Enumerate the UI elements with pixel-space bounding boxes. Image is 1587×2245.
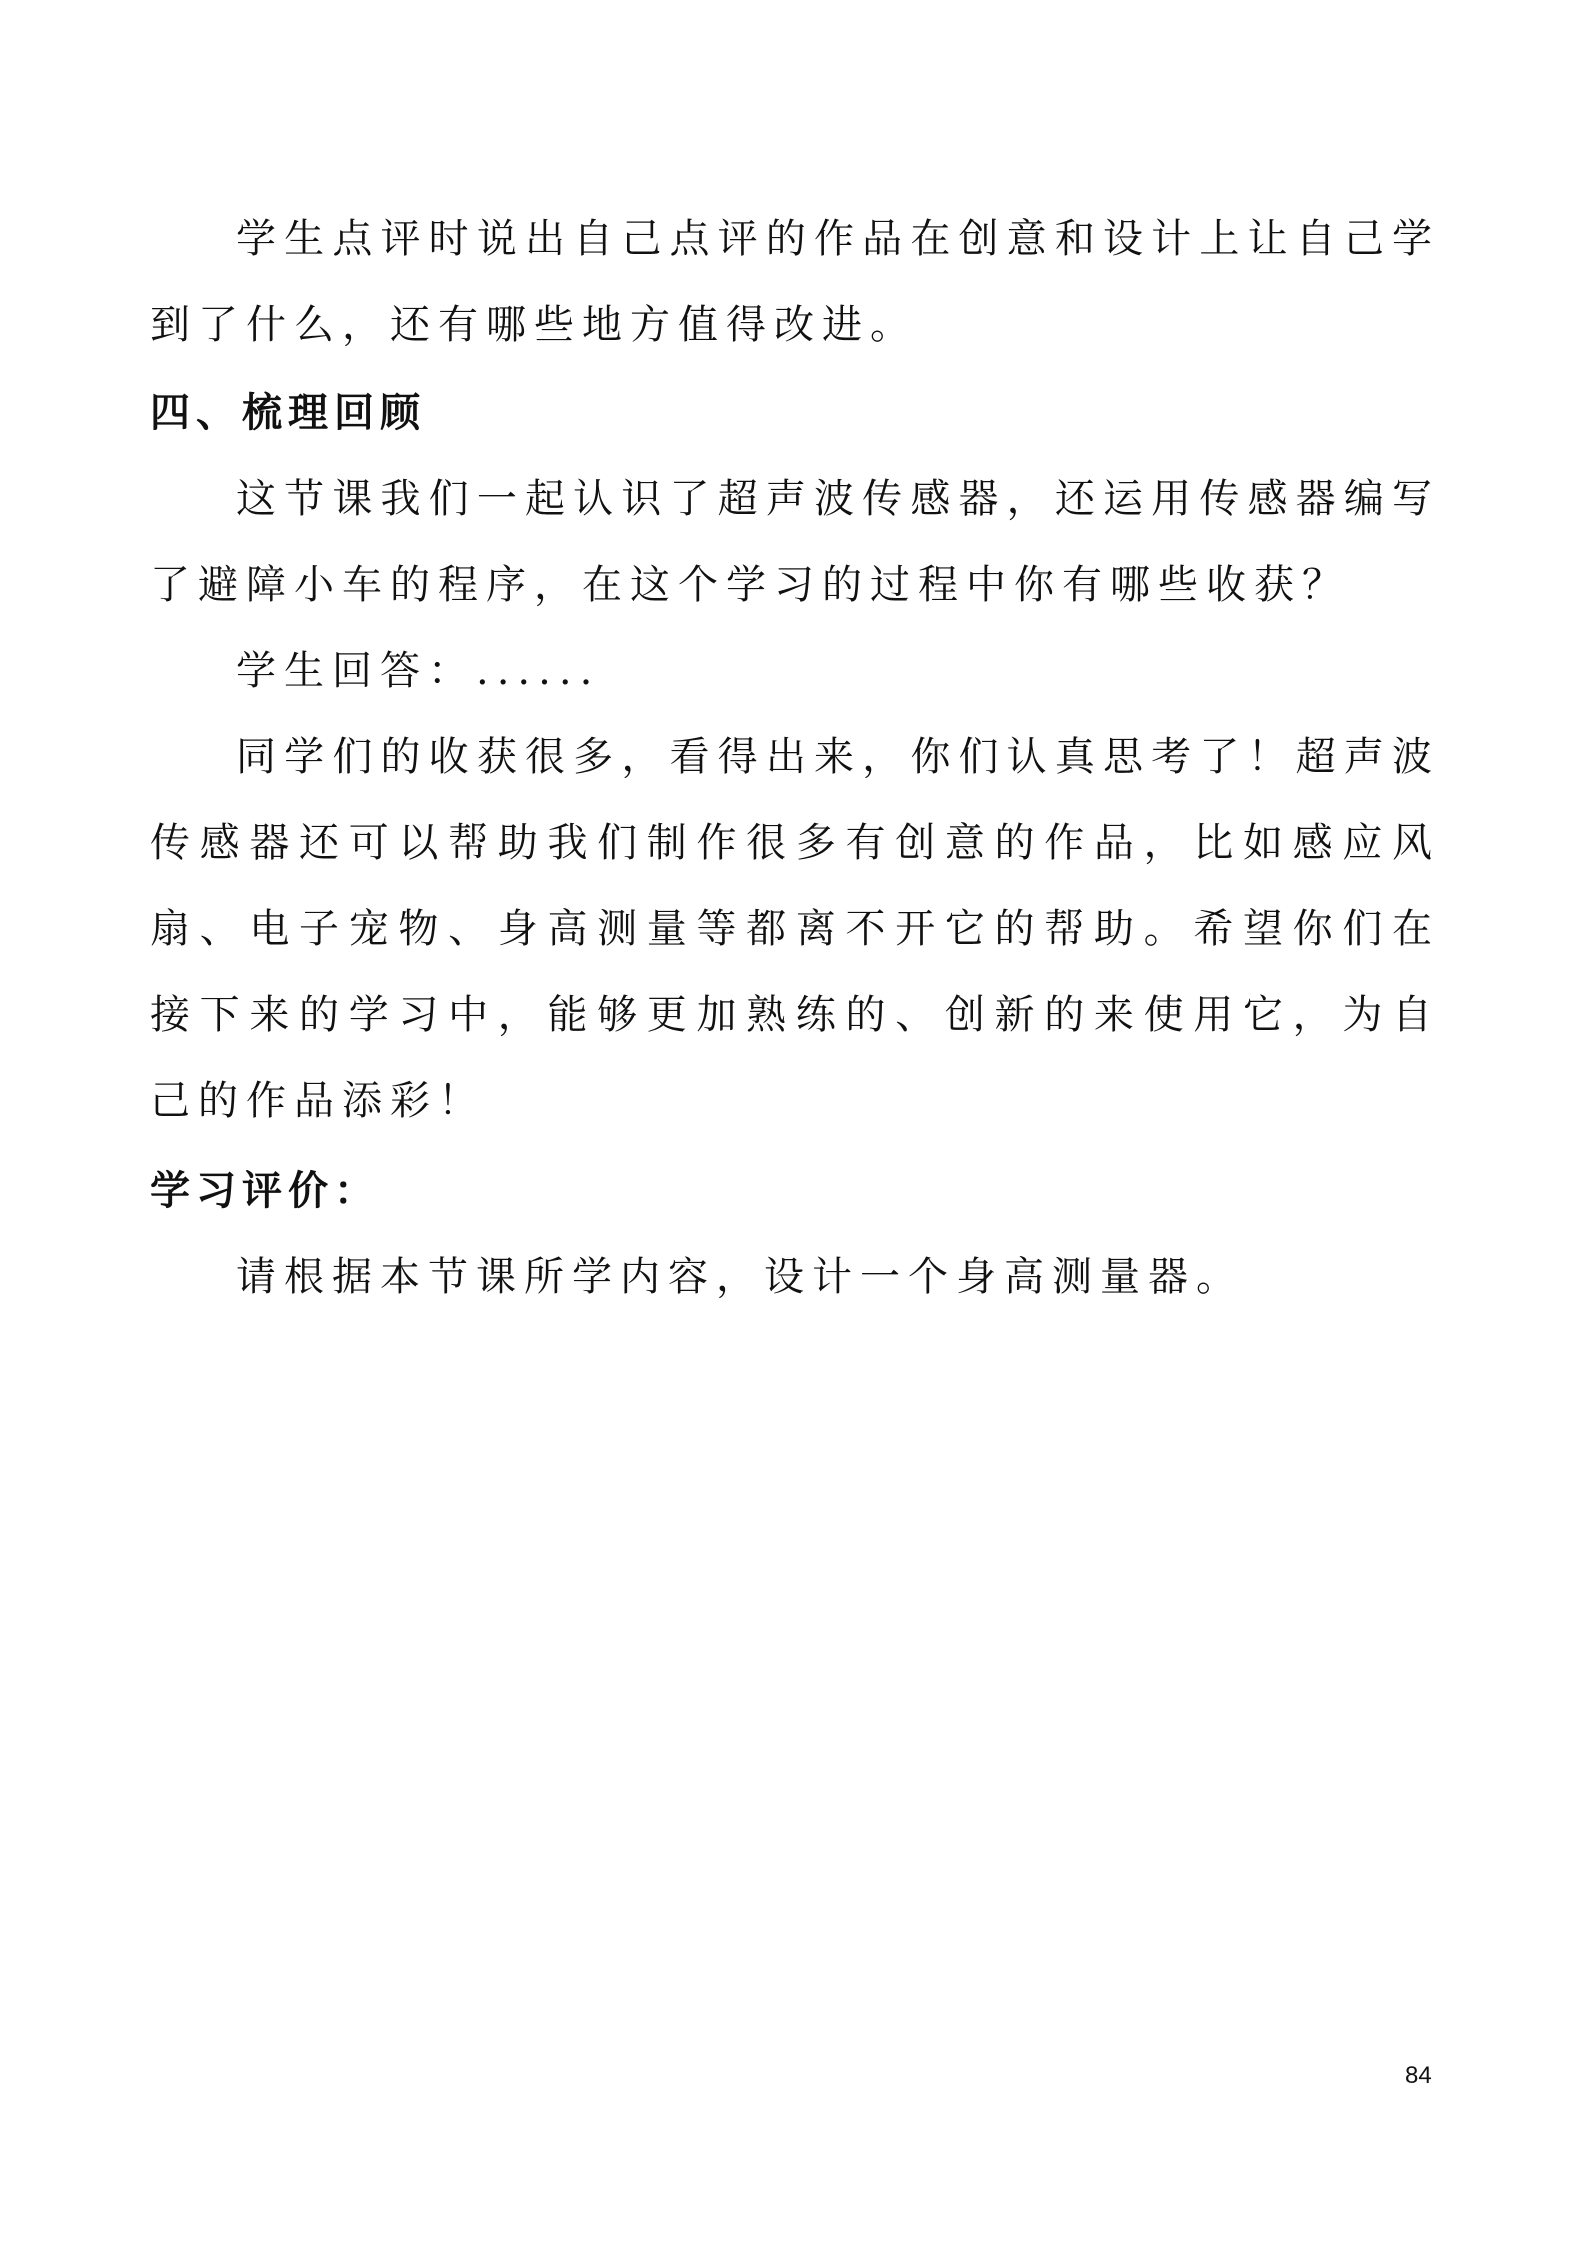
page-number: 84: [1405, 2062, 1432, 2089]
recap-question-paragraph: 这节课我们一起认识了超声波传感器，还运用传感器编写了避障小车的程序，在这个学习的过程中你有哪些收获？: [150, 476, 1440, 608]
teacher-summary-paragraph: 同学们的收获很多，看得出来，你们认真思考了！超声波传感器还可以帮助我们制作很多有创意的作品，比如感应风扇、电子宠物、身高测量等都离不开它的帮助。希望你们在接下来的学习中，能够更加熟练的、创新的来使用它，为自己的作品添彩！: [150, 734, 1440, 1124]
assessment-task-paragraph: 请根据本节课所学内容，设计一个身高测量器。: [236, 1254, 1244, 1300]
student-answer-paragraph: 学生回答：......: [236, 648, 601, 694]
review-note-paragraph: 学生点评时说出自己点评的作品在创意和设计上让自己学到了什么，还有哪些地方值得改进。: [150, 216, 1440, 348]
section-heading-recap: 四、梳理回顾: [150, 390, 426, 436]
section-heading-assessment: 学习评价：: [150, 1168, 380, 1214]
